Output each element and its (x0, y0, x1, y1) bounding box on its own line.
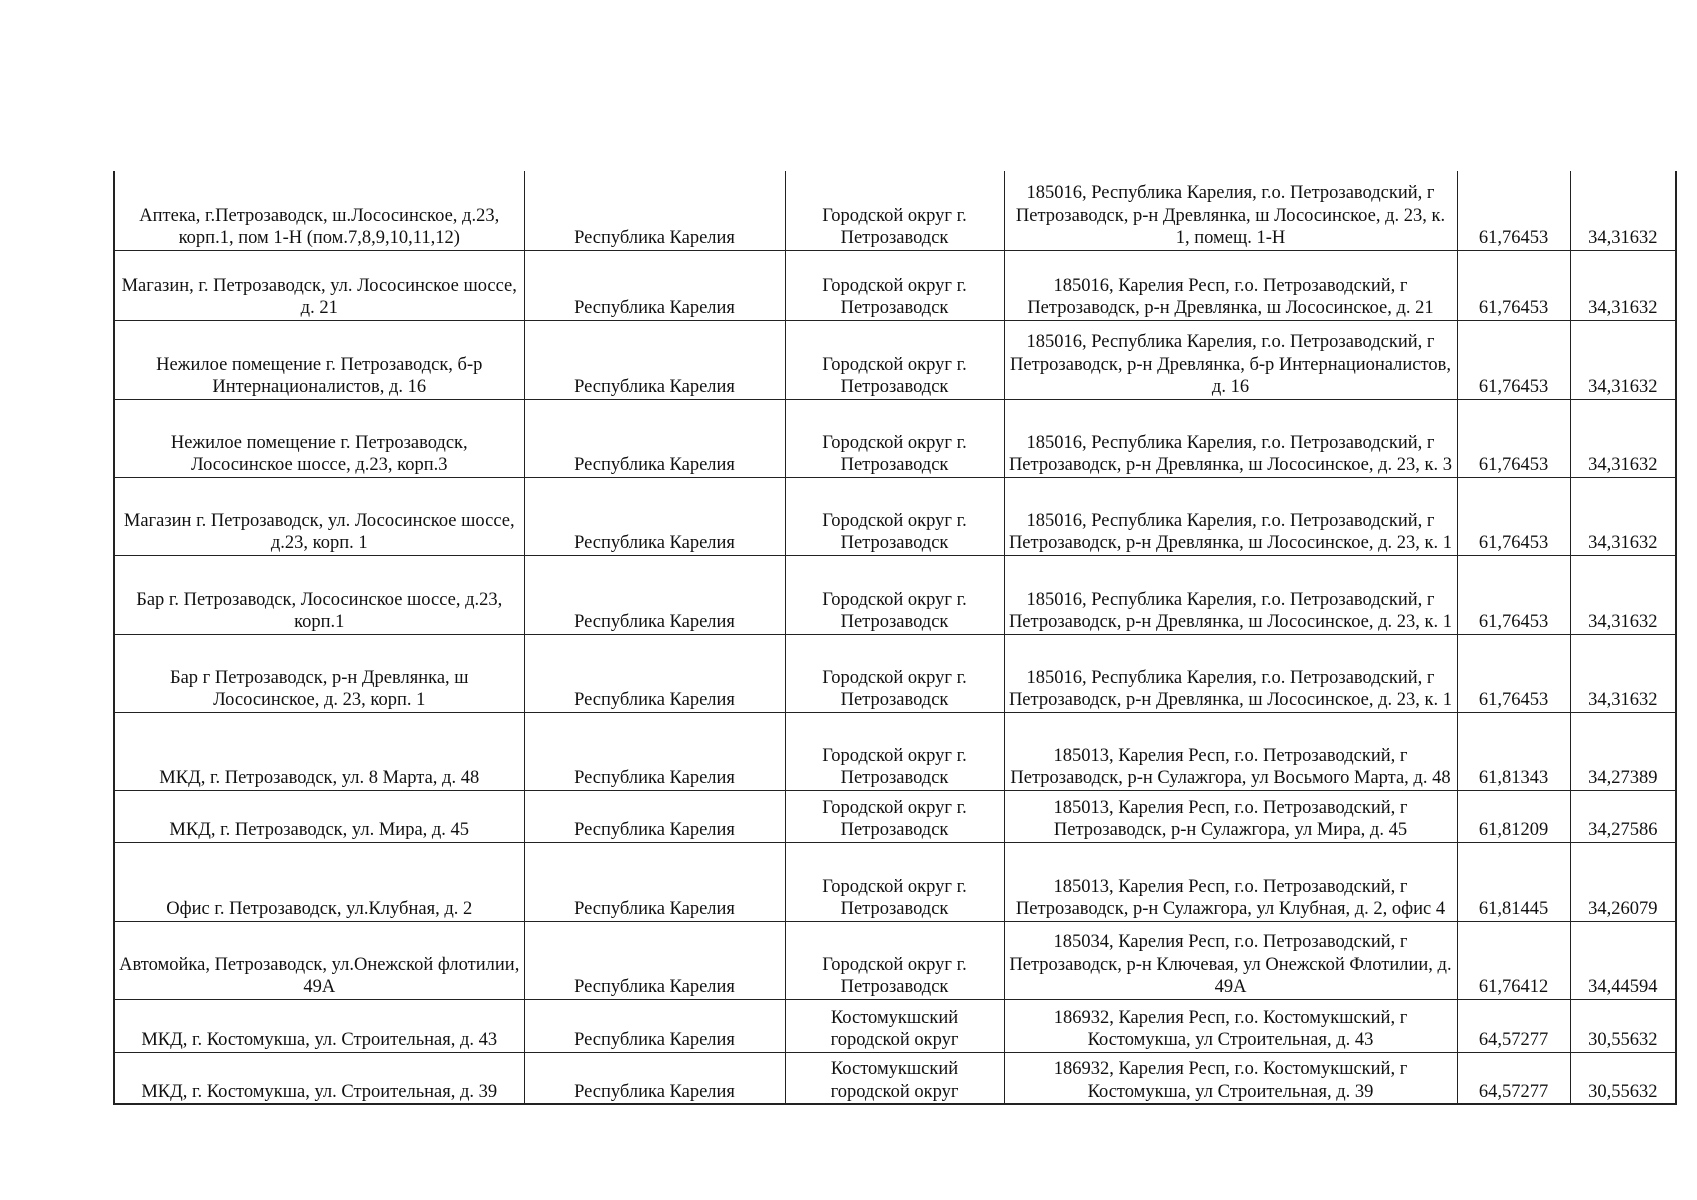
latitude-cell: 61,76453 (1457, 320, 1570, 399)
latitude-cell: 64,57277 (1457, 1052, 1570, 1104)
table-row (114, 477, 1676, 555)
object-name-cell: Бар г Петрозаводск, р-н Древлянка, ш Лососинское, д. 23, корп. 1 (114, 634, 524, 712)
object-name-cell: МКД, г. Костомукша, ул. Строительная, д. 43 (114, 999, 524, 1052)
district-cell: Городской округ г. Петрозаводск (785, 320, 1004, 399)
district-cell: Городской округ г. Петрозаводск (785, 921, 1004, 999)
latitude-cell: 61,76453 (1457, 477, 1570, 555)
object-name-cell: МКД, г. Костомукша, ул. Строительная, д. 39 (114, 1052, 524, 1104)
object-name-cell: Аптека, г.Петрозаводск, ш.Лососинское, д.23, корп.1, пом 1-Н (пом.7,8,9,10,11,12) (114, 171, 524, 250)
longitude-cell: 30,55632 (1570, 999, 1676, 1052)
object-name-cell: Бар г. Петрозаводск, Лососинское шоссе, д.23, корп.1 (114, 555, 524, 634)
table-row (114, 1052, 1676, 1104)
table-row (114, 399, 1676, 477)
table-row (114, 999, 1676, 1052)
district-cell: Городской округ г. Петрозаводск (785, 250, 1004, 320)
latitude-cell: 61,76453 (1457, 555, 1570, 634)
object-name-cell: МКД, г. Петрозаводск, ул. 8 Марта, д. 48 (114, 712, 524, 790)
address-cell: 185034, Карелия Респ, г.о. Петрозаводский, г Петрозаводск, р-н Ключевая, ул Онежской Флотилии, д. 49А (1004, 921, 1457, 999)
district-cell: Городской округ г. Петрозаводск (785, 790, 1004, 842)
region-cell: Республика Карелия (524, 921, 785, 999)
table-row (114, 320, 1676, 399)
object-name-cell: МКД, г. Петрозаводск, ул. Мира, д. 45 (114, 790, 524, 842)
longitude-cell: 34,31632 (1570, 555, 1676, 634)
longitude-cell: 34,26079 (1570, 842, 1676, 921)
longitude-cell: 34,31632 (1570, 171, 1676, 250)
longitude-cell: 34,31632 (1570, 250, 1676, 320)
longitude-cell: 34,44594 (1570, 921, 1676, 999)
region-cell: Республика Карелия (524, 842, 785, 921)
region-cell: Республика Карелия (524, 320, 785, 399)
object-name-cell: Автомойка, Петрозаводск, ул.Онежской флотилии, 49А (114, 921, 524, 999)
latitude-cell: 61,81445 (1457, 842, 1570, 921)
longitude-cell: 34,31632 (1570, 320, 1676, 399)
table-row (114, 790, 1676, 842)
object-name-cell: Нежилое помещение г. Петрозаводск, б-р Интернационалистов, д. 16 (114, 320, 524, 399)
address-cell: 185013, Карелия Респ, г.о. Петрозаводский, г Петрозаводск, р-н Сулажгора, ул Восьмого Марта, д. 48 (1004, 712, 1457, 790)
object-name-cell: Офис г. Петрозаводск, ул.Клубная, д. 2 (114, 842, 524, 921)
latitude-cell: 61,76453 (1457, 634, 1570, 712)
region-cell: Республика Карелия (524, 171, 785, 250)
district-cell: Костомукшский городской округ (785, 1052, 1004, 1104)
district-cell: Городской округ г. Петрозаводск (785, 171, 1004, 250)
region-cell: Республика Карелия (524, 634, 785, 712)
district-cell: Городской округ г. Петрозаводск (785, 712, 1004, 790)
address-cell: 185013, Карелия Респ, г.о. Петрозаводский, г Петрозаводск, р-н Сулажгора, ул Клубная, д. 2, офис 4 (1004, 842, 1457, 921)
objects-table (113, 171, 1677, 1105)
longitude-cell: 34,31632 (1570, 399, 1676, 477)
region-cell: Республика Карелия (524, 250, 785, 320)
latitude-cell: 61,76453 (1457, 399, 1570, 477)
object-name-cell: Магазин, г. Петрозаводск, ул. Лососинское шоссе, д. 21 (114, 250, 524, 320)
region-cell: Республика Карелия (524, 399, 785, 477)
table-row (114, 634, 1676, 712)
longitude-cell: 34,27586 (1570, 790, 1676, 842)
district-cell: Городской округ г. Петрозаводск (785, 634, 1004, 712)
region-cell: Республика Карелия (524, 999, 785, 1052)
table-row (114, 842, 1676, 921)
table-row (114, 250, 1676, 320)
district-cell: Городской округ г. Петрозаводск (785, 399, 1004, 477)
object-name-cell: Магазин г. Петрозаводск, ул. Лососинское шоссе, д.23, корп. 1 (114, 477, 524, 555)
region-cell: Республика Карелия (524, 555, 785, 634)
address-cell: 185016, Республика Карелия, г.о. Петрозаводский, г Петрозаводск, р-н Древлянка, ш Лососинское, д. 23, к. 3 (1004, 399, 1457, 477)
address-cell: 185016, Республика Карелия, г.о. Петрозаводский, г Петрозаводск, р-н Древлянка, ш Лососинское, д. 23, к. 1 (1004, 555, 1457, 634)
address-cell: 185016, Республика Карелия, г.о. Петрозаводский, г Петрозаводск, р-н Древлянка, ш Лососинское, д. 23, к. 1 (1004, 477, 1457, 555)
address-cell: 185016, Республика Карелия, г.о. Петрозаводский, г Петрозаводск, р-н Древлянка, б-р Интернационалистов, д. 16 (1004, 320, 1457, 399)
latitude-cell: 61,81209 (1457, 790, 1570, 842)
region-cell: Республика Карелия (524, 790, 785, 842)
latitude-cell: 61,76453 (1457, 250, 1570, 320)
address-cell: 185016, Республика Карелия, г.о. Петрозаводский, г Петрозаводск, р-н Древлянка, ш Лососинское, д. 23, к. 1, помещ. 1-Н (1004, 171, 1457, 250)
table-row (114, 171, 1676, 250)
longitude-cell: 30,55632 (1570, 1052, 1676, 1104)
table-row (114, 555, 1676, 634)
district-cell: Городской округ г. Петрозаводск (785, 555, 1004, 634)
district-cell: Костомукшский городской округ (785, 999, 1004, 1052)
address-cell: 186932, Карелия Респ, г.о. Костомукшский, г Костомукша, ул Строительная, д. 39 (1004, 1052, 1457, 1104)
latitude-cell: 61,76412 (1457, 921, 1570, 999)
address-cell: 185013, Карелия Респ, г.о. Петрозаводский, г Петрозаводск, р-н Сулажгора, ул Мира, д. 45 (1004, 790, 1457, 842)
longitude-cell: 34,31632 (1570, 634, 1676, 712)
longitude-cell: 34,27389 (1570, 712, 1676, 790)
address-cell: 185016, Карелия Респ, г.о. Петрозаводский, г Петрозаводск, р-н Древлянка, ш Лососинское, д. 21 (1004, 250, 1457, 320)
table-row (114, 921, 1676, 999)
district-cell: Городской округ г. Петрозаводск (785, 477, 1004, 555)
region-cell: Республика Карелия (524, 477, 785, 555)
address-cell: 185016, Республика Карелия, г.о. Петрозаводский, г Петрозаводск, р-н Древлянка, ш Лососинское, д. 23, к. 1 (1004, 634, 1457, 712)
table-row (114, 712, 1676, 790)
longitude-cell: 34,31632 (1570, 477, 1676, 555)
latitude-cell: 64,57277 (1457, 999, 1570, 1052)
region-cell: Республика Карелия (524, 712, 785, 790)
latitude-cell: 61,81343 (1457, 712, 1570, 790)
region-cell: Республика Карелия (524, 1052, 785, 1104)
object-name-cell: Нежилое помещение г. Петрозаводск, Лососинское шоссе, д.23, корп.3 (114, 399, 524, 477)
latitude-cell: 61,76453 (1457, 171, 1570, 250)
district-cell: Городской округ г. Петрозаводск (785, 842, 1004, 921)
address-cell: 186932, Карелия Респ, г.о. Костомукшский, г Костомукша, ул Строительная, д. 43 (1004, 999, 1457, 1052)
